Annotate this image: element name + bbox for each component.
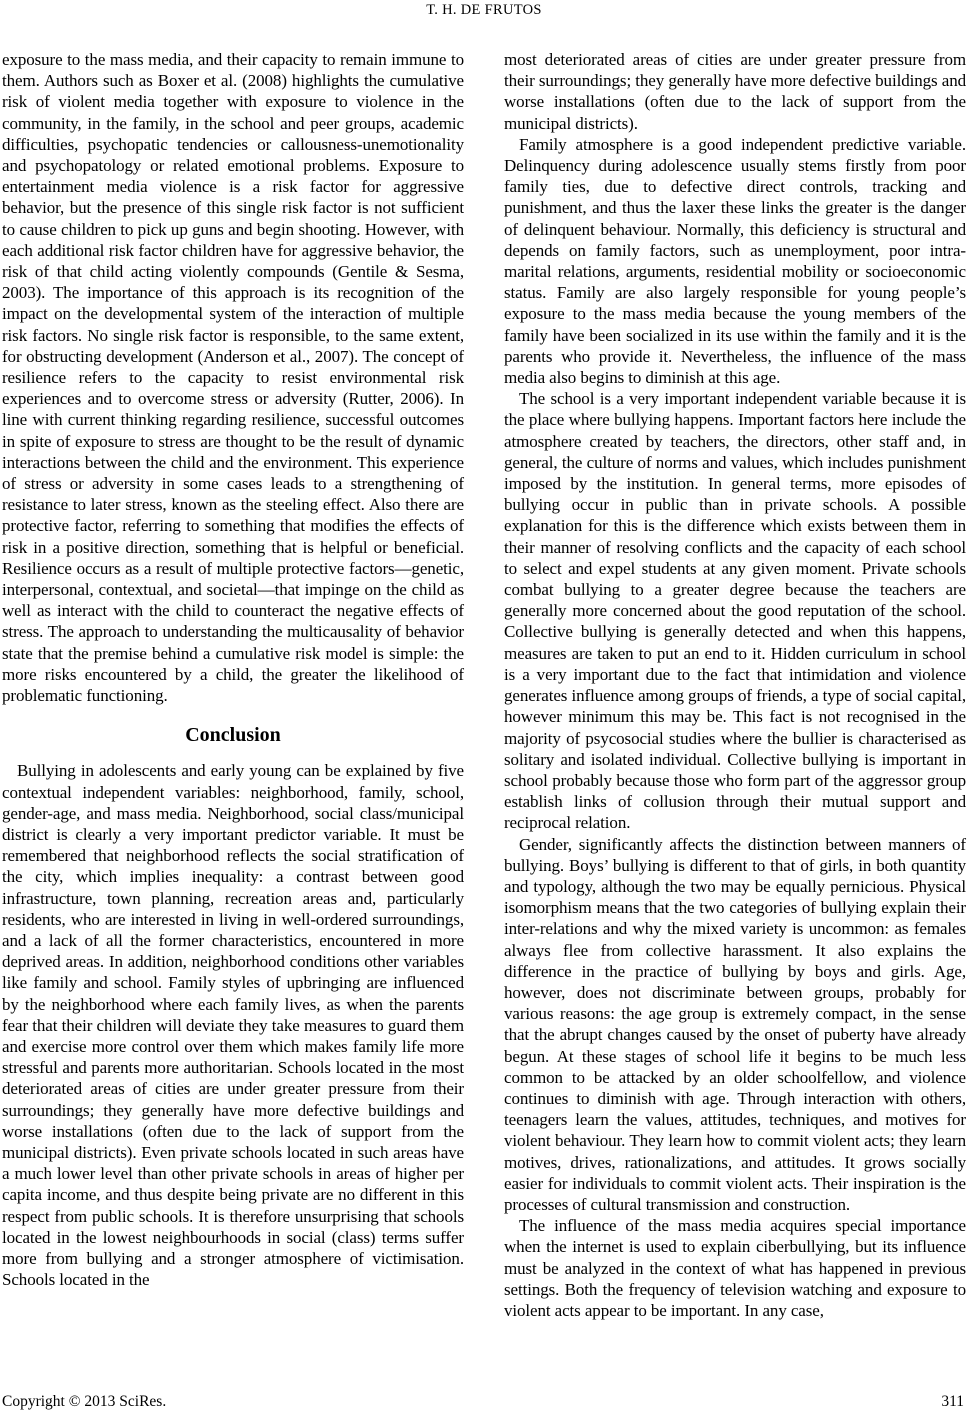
paragraph: Gender, significantly affects the distinction between manners of bullying. Boys’ bullying is different to that of girls, in both quantity and typology, although the two may be equally pernicious. Physical isomorphism means that the two categories of bullying explain their inter-relations and why the mixed variety is uncommon: as females always flee from collective harassment. It also explains the difference in the practice of bullying by boys and girls. Age, however, does not discriminate between groups, probably for various reasons: the age group is extremely compact, in the sense that the abrupt changes caused by the onset of puberty have already begun. At these stages of school life it begins to be much less common to be attacked by an older schoolfellow, and violence continues to diminish with age. Through interaction with others, teenagers learn the values, attitudes, techniques, and motives for violent behaviour. They learn how to commit violent acts; they learn motives, drives, rationalizations, and attitudes. It grows socially easier for individuals to commit violent acts. Their inspiration is the processes of cultural transmission and construction.: [504, 834, 966, 1214]
page-footer: [2, 1392, 964, 1411]
paragraph: exposure to the mass media, and their capacity to remain immune to them. Authors such as Boxer et al. (2008) highlights the cumulative risk of violent media together with exposure to violence in the community, in the family, in the school and peer groups, academic difficulties, psychopatic tendencies or callousness-unemotionality and psychopatology or related emotional problems. Exposure to entertainment media violence is a risk factor for aggressive behavior, but the presence of this single risk factor is not sufficient to cause children to pick up guns and begin shooting. However, with each additional risk factor children have for aggressive behavior, the risk of that child acting violently compounds (Gentile & Sesma, 2003). The importance of this approach is its recognition of the impact on the developmental system of the interaction of multiple risk factors. No single risk factor is responsible, to the same extent, for obstructing development (Anderson et al., 2007). The concept of resilience refers to the capacity to resist environmental risk experiences and to overcome stress or adversity (Rutter, 2006). In line with current thinking regarding resilience, successful outcomes in spite of exposure to stress are thought to be the result of dynamic interactions between the child and the environment. This experience of stress or adversity in some cases leads to a strengthening of resistance to later stress, known as the steeling effect. Also there are protective factor, referring to something that modifies the effects of risk in a positive direction, something that is helpful or beneficial. Resilience occurs as a result of multiple protective factors—genetic, interpersonal, contextual, and societal—that impinge on the child as well as interact with the child to counteract the negative effects of stress. The approach to understanding the multicausality of behavior state that the premise behind a cumulative risk model is simple: the more risks encountered by a child, the greater the likelihood of problematic functioning.: [2, 50, 464, 706]
right-column: [504, 49, 966, 1321]
paragraph: Family atmosphere is a good independent predictive variable. Delinquency during adolescence usually stems firstly from poor family ties, due to defective direct controls, tracking and punishment, and thus the laxer these links the greater is the danger of delinquent behaviour. Normally, this deficiency is structural and depends on family factors, such as unemployment, poor intra-marital relations, arguments, residential mobility or socioeconomic status. Family are also largely responsible for young people’s exposure to the mass media because the young members of the family have been socialized in its use within the family and it is the parents who provide it. Nevertheless, the influence of the mass media also begins to diminish at this age.: [504, 134, 966, 388]
page-number: 311: [941, 1393, 964, 1410]
left-column: [2, 49, 464, 1321]
paragraph: The school is a very important independent variable because it is the place where bullying happens. Important factors here include the atmosphere created by teachers, the directors, other staff and, in general, the culture of norms and values, which includes punishment imposed by the institution. In general terms, more episodes of bullying occur in public than in private schools. A possible explanation for this is the difference which exists between them in their manner of resolving conflicts and the capacity of each school to select and expel students at any given moment. Private schools combat bullying to a greater degree because the teachers are generally more concerned about the good reputation of the school. Collective bullying is generally detected and when this happens, measures are taken to put an end to it. Hidden curriculum in school is a very important due to the fact that intimidation and violence generates influence among groups of friends, a type of social capital, however minimum this may be. This fact is not recognised in the majority of psycosocial studies where the bullier is characterised as solitary and isolated individual. Collective bullying is important in school probably because those who form part of the aggressor group establish links of collusion through their mutual support and reciprocal relation.: [504, 389, 966, 833]
paragraph: Bullying in adolescents and early young can be explained by five contextual independent variables: neighborhood, family, school, gender-age, and mass media. Neighborhood, social class/municipal district is clearly a very important predictor variable. It must be remembered that neighborhood reflects the social stratification of the city, which implies inequality: a contrast between good infrastructure, town planning, recreation areas and, particularly residents, who are interested in living in well-ordered surroundings, and a lack of all the former characteristics, encountered in more deprived areas. In addition, neighborhood conditions other variables like family and school. Family styles of upbringing are influenced by the neighborhood where each family lives, as when the parents fear that their children will deviate they take measures to guard them and exercise more control over them which makes family life more stressful and parents more authoritarian. Schools located in the most deteriorated areas of cities are under greater pressure from their surroundings; they generally have more defective buildings and worse installations (often due to the lack of support from the municipal districts). Even private schools located in such areas have a much lower level than other private schools in areas of higher per capita income, and thus despite being private are no different in this respect from public schools. It is therefore unsurprising that schools located in the lowest neighbourhoods in social (class) terms suffer more from bullying and a stronger atmosphere of victimisation. Schools located in the: [2, 761, 464, 1290]
running-head: T. H. DE FRUTOS: [426, 2, 542, 18]
page-body: [2, 49, 966, 1321]
copyright-notice: Copyright © 2013 SciRes.: [2, 1393, 167, 1410]
paragraph: The influence of the mass media acquires special importance when the internet is used to explain ciberbullying, but its influence must be analyzed in the context of what has happened in previous settings. Both the frequency of television watching and exposure to violent acts appear to be important. In any case,: [504, 1216, 966, 1320]
paragraph: most deteriorated areas of cities are under greater pressure from their surroundings; they generally have more defective buildings and worse installations (often due to the lack of support from the municipal districts).: [504, 50, 966, 133]
conclusion-heading: Conclusion: [185, 724, 281, 747]
